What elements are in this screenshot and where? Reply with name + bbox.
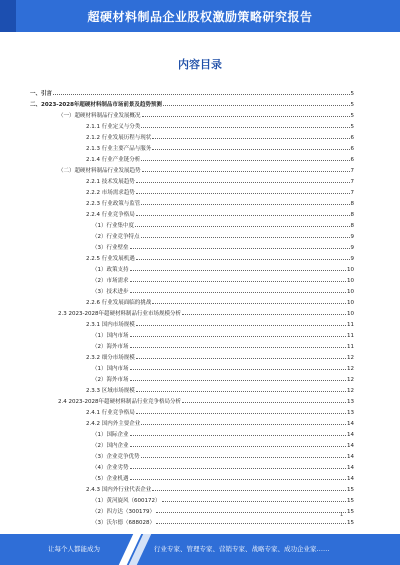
toc-leader-dots bbox=[162, 501, 347, 502]
toc-page-number: 8 bbox=[350, 223, 354, 229]
toc-page-number: 15 bbox=[347, 487, 354, 493]
toc-page-number: 7 bbox=[350, 168, 354, 174]
table-of-contents bbox=[24, 86, 354, 526]
toc-leader-dots bbox=[135, 226, 350, 227]
toc-row[interactable] bbox=[24, 196, 354, 207]
toc-entry-label: （1）国内市场 bbox=[24, 364, 130, 372]
toc-page-number: 13 bbox=[347, 399, 354, 405]
toc-page-number: 9 bbox=[350, 234, 354, 240]
toc-row[interactable] bbox=[24, 317, 354, 328]
toc-entry-label: 2.2.5 行业发展机遇 bbox=[24, 254, 136, 262]
toc-leader-dots bbox=[152, 303, 346, 304]
toc-leader-dots bbox=[142, 116, 350, 117]
toc-row[interactable] bbox=[24, 174, 354, 185]
toc-row[interactable] bbox=[24, 504, 354, 515]
toc-row[interactable] bbox=[24, 97, 354, 108]
toc-page-number: 15 bbox=[347, 498, 354, 504]
toc-row[interactable] bbox=[24, 416, 354, 427]
toc-leader-dots bbox=[141, 204, 349, 205]
toc-page-number: 5 bbox=[350, 113, 354, 119]
footer-slogan-left: 让每个人都能成为 bbox=[48, 545, 100, 553]
toc-leader-dots bbox=[141, 237, 350, 238]
toc-row[interactable] bbox=[24, 295, 354, 306]
toc-leader-dots bbox=[130, 468, 347, 469]
toc-page-number: 10 bbox=[347, 267, 354, 273]
toc-leader-dots bbox=[141, 127, 349, 128]
toc-page-number: 14 bbox=[347, 465, 354, 471]
toc-leader-dots bbox=[53, 94, 349, 95]
toc-leader-dots bbox=[141, 457, 347, 458]
toc-page-number: 8 bbox=[350, 201, 354, 207]
toc-leader-dots bbox=[136, 325, 346, 326]
toc-entry-label: （一）超硬材料制品行业发展概况 bbox=[24, 111, 142, 119]
toc-leader-dots bbox=[130, 292, 347, 293]
toc-row[interactable] bbox=[24, 262, 354, 273]
toc-entry-label: （1）国内市场 bbox=[24, 331, 130, 339]
toc-page-number: 10 bbox=[347, 278, 354, 284]
toc-leader-dots bbox=[136, 259, 350, 260]
toc-leader-dots bbox=[141, 160, 349, 161]
toc-page-number: 15 bbox=[347, 509, 354, 515]
toc-entry-label: （2）海外市场 bbox=[24, 375, 130, 383]
toc-leader-dots bbox=[130, 435, 347, 436]
toc-entry-label: 2.2.4 行业竞争格局 bbox=[24, 210, 136, 218]
report-title: 超硬材料制品企业股权激励策略研究报告 bbox=[87, 10, 313, 24]
toc-entry-label: 2.3.1 国内市场规模 bbox=[24, 320, 136, 328]
toc-entry-label: 二、2023-2028年超硬材料制品市场前景及趋势预测 bbox=[24, 100, 163, 108]
toc-row[interactable] bbox=[24, 141, 354, 152]
toc-entry-label: （4）企业劣势 bbox=[24, 463, 130, 471]
toc-row[interactable] bbox=[24, 86, 354, 97]
toc-page-number: 14 bbox=[347, 476, 354, 482]
toc-entry-label: 2.3 2023-2028年超硬材料制品行业市场规模分析 bbox=[24, 309, 182, 317]
toc-page-number: 12 bbox=[347, 377, 354, 383]
toc-leader-dots bbox=[136, 391, 346, 392]
page-footer bbox=[0, 534, 400, 565]
toc-row[interactable] bbox=[24, 108, 354, 119]
toc-row[interactable] bbox=[24, 163, 354, 174]
toc-row[interactable] bbox=[24, 152, 354, 163]
toc-row[interactable] bbox=[24, 493, 354, 504]
toc-leader-dots bbox=[130, 369, 347, 370]
toc-leader-dots bbox=[136, 215, 350, 216]
toc-leader-dots bbox=[163, 105, 350, 106]
toc-page-number: 8 bbox=[350, 212, 354, 218]
toc-leader-dots bbox=[130, 380, 347, 381]
toc-entry-label: （1）国际企业 bbox=[24, 430, 130, 438]
toc-leader-dots bbox=[136, 193, 350, 194]
toc-row[interactable] bbox=[24, 240, 354, 251]
toc-leader-dots bbox=[136, 182, 350, 183]
toc-row[interactable] bbox=[24, 438, 354, 449]
toc-leader-dots bbox=[152, 490, 346, 491]
toc-page-number: 14 bbox=[347, 454, 354, 460]
toc-entry-label: 2.4.2 国内外主要企业 bbox=[24, 419, 141, 427]
toc-page-number: 9 bbox=[350, 256, 354, 262]
toc-entry-label: 2.4.3 国内外行业代表企业 bbox=[24, 485, 152, 493]
toc-leader-dots bbox=[130, 479, 347, 480]
toc-row[interactable] bbox=[24, 229, 354, 240]
page-header bbox=[0, 0, 400, 32]
toc-entry-label: 2.2.6 行业发展面临的挑战 bbox=[24, 298, 152, 306]
toc-row[interactable] bbox=[24, 306, 354, 317]
toc-leader-dots bbox=[141, 424, 346, 425]
toc-page-number: 13 bbox=[347, 410, 354, 416]
toc-entry-label: （2）市场需求 bbox=[24, 276, 130, 284]
toc-leader-dots bbox=[136, 358, 346, 359]
toc-row[interactable] bbox=[24, 427, 354, 438]
toc-page-number: 5 bbox=[350, 91, 354, 97]
footer-slogan-right: 行业专家、管理专家、营销专家、战略专家、成功企业家…… bbox=[154, 545, 330, 553]
toc-entry-label: （3）沃尔德（688028） bbox=[24, 518, 156, 526]
toc-row[interactable] bbox=[24, 218, 354, 229]
toc-entry-label: 2.4 2023-2028年超硬材料制品行业竞争格局分析 bbox=[24, 397, 182, 405]
toc-page-number: 12 bbox=[347, 366, 354, 372]
toc-leader-dots bbox=[182, 402, 346, 403]
toc-page-number: 7 bbox=[350, 179, 354, 185]
toc-row[interactable] bbox=[24, 350, 354, 361]
toc-page-number: 11 bbox=[347, 333, 354, 339]
toc-row[interactable] bbox=[24, 251, 354, 262]
toc-entry-label: 2.1.2 行业发展历程与现状 bbox=[24, 133, 152, 141]
toc-entry-label: （2）行业竞争特点 bbox=[24, 232, 141, 240]
toc-page-number: 9 bbox=[350, 245, 354, 251]
toc-page-number: 12 bbox=[347, 355, 354, 361]
toc-entry-label: 2.3.2 细分市场规模 bbox=[24, 353, 136, 361]
toc-row[interactable] bbox=[24, 119, 354, 130]
toc-row[interactable] bbox=[24, 515, 354, 526]
toc-entry-label: 2.2.2 市场需求趋势 bbox=[24, 188, 136, 196]
toc-row[interactable] bbox=[24, 284, 354, 295]
toc-entry-label: 2.3.3 区域市场规模 bbox=[24, 386, 136, 394]
toc-row[interactable] bbox=[24, 130, 354, 141]
toc-page-number: 7 bbox=[350, 190, 354, 196]
page-number: 1 bbox=[340, 512, 344, 518]
toc-entry-label: （5）企业机遇 bbox=[24, 474, 130, 482]
toc-entry-label: （1）黄河旋风（600172） bbox=[24, 496, 162, 504]
toc-page-number: 6 bbox=[350, 146, 354, 152]
toc-row[interactable] bbox=[24, 471, 354, 482]
toc-entry-label: （2）国内企业 bbox=[24, 441, 130, 449]
toc-entry-label: （2）海外市场 bbox=[24, 342, 130, 350]
toc-entry-label: 2.1.1 行业定义与分类 bbox=[24, 122, 141, 130]
toc-page-number: 10 bbox=[347, 311, 354, 317]
toc-entry-label: （1）行业集中度 bbox=[24, 221, 135, 229]
toc-row[interactable] bbox=[24, 449, 354, 460]
toc-row[interactable] bbox=[24, 372, 354, 383]
toc-entry-label: 2.1.3 行业主要产品与服务 bbox=[24, 144, 152, 152]
toc-entry-label: （3）企业竞争优势 bbox=[24, 452, 141, 460]
toc-row[interactable] bbox=[24, 185, 354, 196]
toc-page-number: 11 bbox=[347, 344, 354, 350]
toc-row[interactable] bbox=[24, 361, 354, 372]
toc-leader-dots bbox=[130, 248, 350, 249]
toc-leader-dots bbox=[156, 512, 346, 513]
toc-row[interactable] bbox=[24, 273, 354, 284]
toc-entry-label: （二）超硬材料制品行业发展趋势 bbox=[24, 166, 142, 174]
toc-leader-dots bbox=[130, 336, 347, 337]
toc-page-number: 5 bbox=[350, 124, 354, 130]
toc-entry-label: （2）四方达（300179） bbox=[24, 507, 156, 515]
toc-leader-dots bbox=[142, 171, 350, 172]
toc-leader-dots bbox=[130, 446, 347, 447]
toc-page-number: 12 bbox=[347, 388, 354, 394]
toc-page-number: 5 bbox=[350, 102, 354, 108]
toc-leader-dots bbox=[152, 149, 349, 150]
toc-page-number: 10 bbox=[347, 300, 354, 306]
toc-row[interactable] bbox=[24, 207, 354, 218]
toc-page-number: 11 bbox=[347, 322, 354, 328]
toc-row[interactable] bbox=[24, 328, 354, 339]
toc-page-number: 14 bbox=[347, 443, 354, 449]
toc-leader-dots bbox=[130, 281, 347, 282]
toc-row[interactable] bbox=[24, 405, 354, 416]
toc-page-number: 15 bbox=[347, 520, 354, 526]
toc-page-number: 14 bbox=[347, 421, 354, 427]
toc-page-number: 10 bbox=[347, 289, 354, 295]
toc-title: 内容目录 bbox=[178, 58, 222, 71]
toc-row[interactable] bbox=[24, 383, 354, 394]
toc-leader-dots bbox=[156, 523, 346, 524]
toc-page-number: 14 bbox=[347, 432, 354, 438]
toc-entry-label: （1）政策支持 bbox=[24, 265, 130, 273]
toc-entry-label: 2.2.3 行业政策与监管 bbox=[24, 199, 141, 207]
toc-entry-label: （3）行业壁垒 bbox=[24, 243, 130, 251]
toc-leader-dots bbox=[182, 314, 346, 315]
toc-row[interactable] bbox=[24, 339, 354, 350]
toc-row[interactable] bbox=[24, 482, 354, 493]
toc-row[interactable] bbox=[24, 460, 354, 471]
toc-entry-label: （3）技术进步 bbox=[24, 287, 130, 295]
toc-leader-dots bbox=[136, 413, 346, 414]
toc-leader-dots bbox=[130, 270, 347, 271]
toc-row[interactable] bbox=[24, 394, 354, 405]
toc-page-number: 6 bbox=[350, 157, 354, 163]
toc-entry-label: 一、引言 bbox=[24, 89, 53, 97]
toc-page-number: 6 bbox=[350, 135, 354, 141]
toc-leader-dots bbox=[152, 138, 349, 139]
toc-entry-label: 2.1.4 行业产业链分析 bbox=[24, 155, 141, 163]
toc-entry-label: 2.4.1 行业竞争格局 bbox=[24, 408, 136, 416]
toc-leader-dots bbox=[130, 347, 347, 348]
toc-entry-label: 2.2.1 技术发展趋势 bbox=[24, 177, 136, 185]
